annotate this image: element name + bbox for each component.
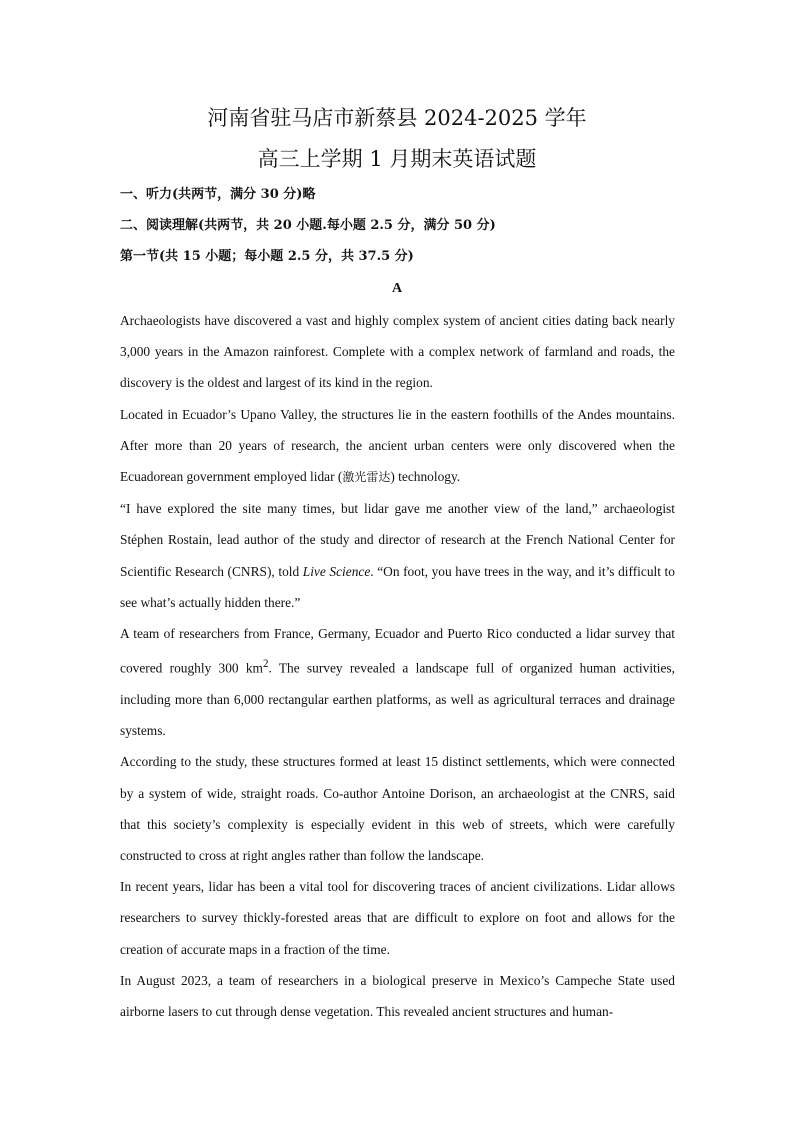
paragraph-6: In recent years, lidar has been a vital tool for discovering traces of ancient civilizations. Lidar allows researchers to survey thickly-forested areas that are difficult to explore on foot and allows for the creation of accurate maps in a fraction of the time. bbox=[120, 879, 675, 957]
paragraph-2-text-b: ) technology. bbox=[390, 469, 461, 485]
paragraph-4-text-a: A team of researchers from France, Germany, Ecuador and Puerto Rico conducted a lidar survey that covered roughly 300 km bbox=[120, 626, 675, 676]
paragraph-2 bbox=[120, 399, 675, 494]
section-reading: 二、阅读理解(共两节，共 20 小题.每小题 2.5 分，满分 50 分) bbox=[120, 218, 496, 233]
section-listening: 一、听力(共两节，满分 30 分)略 bbox=[120, 187, 316, 202]
paragraph-3-text-a: “I have explored the site many times, but lidar gave me another view of the land,” archaeologist Stéphen Rostain, lead author of the study and director of research at the French National Center for Scientific Research (CNRS), told bbox=[120, 501, 675, 579]
paragraph-7: In August 2023, a team of researchers in a biological preserve in Mexico’s Campeche State used airborne lasers to cut through dense vegetation. This revealed ancient structures and human- bbox=[120, 972, 675, 1019]
passage-body bbox=[120, 305, 675, 1027]
paragraph-4-text-b: . The survey revealed a landscape full of organized human activities, including more than 6,000 rectangular earthen platforms, as well as agricultural terraces and drainage systems. bbox=[120, 660, 675, 739]
paragraph-2-cjk-gloss: 激光雷达 bbox=[342, 470, 391, 485]
paragraph-3-text-b: . “On foot, you have trees in the way, and it’s difficult to see what’s actually hidden there.” bbox=[120, 563, 675, 610]
paragraph-3-italic-source: Live Science bbox=[302, 563, 371, 579]
document-title-line-2: 高三上学期 1 月期末英语试题 bbox=[257, 147, 537, 171]
paragraph-4 bbox=[120, 618, 675, 746]
paragraph-5: According to the study, these structures formed at least 15 distinct settlements, which were connected by a system of wide, straight roads. Co-author Antoine Dorison, an archaeologist at the CNRS, said that this society’s complexity is especially evident in this web of streets, which were carefully constructed to cross at right angles rather than follow the landscape. bbox=[120, 754, 675, 863]
paragraph-3 bbox=[120, 493, 675, 618]
paragraph-1: Archaeologists have discovered a vast and highly complex system of ancient cities dating back nearly 3,000 years in the Amazon rainforest. Complete with a complex network of farmland and roads, the discovery is the oldest and largest of its kind in the region. bbox=[120, 313, 675, 391]
section-part-one: 第一节(共 15 小题；每小题 2.5 分，共 37.5 分) bbox=[120, 249, 414, 264]
paragraph-4-superscript: 2 bbox=[262, 658, 269, 671]
passage-label: A bbox=[391, 281, 403, 296]
document-title-line-1: 河南省驻马店市新蔡县 2024-2025 学年 bbox=[207, 106, 587, 130]
paragraph-2-text-a: Located in Ecuador’s Upano Valley, the structures lie in the eastern foothills of the Andes mountains. After more than 20 years of research, the ancient urban centers were only discovered when the Ecuadorean government employed lidar ( bbox=[120, 406, 675, 485]
